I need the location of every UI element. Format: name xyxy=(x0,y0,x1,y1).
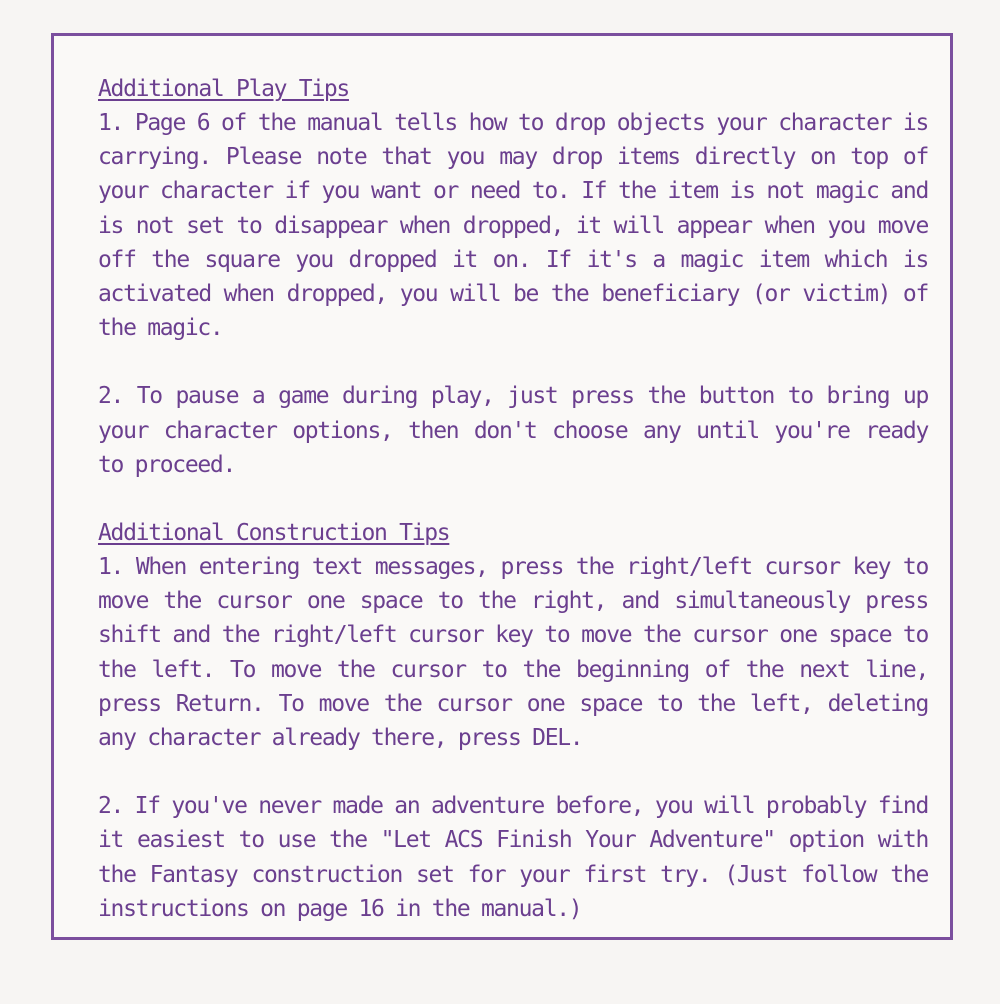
spacer xyxy=(98,482,928,516)
play-tip-1: 1. Page 6 of the manual tells how to drop objects your character is carrying. Please note that you may drop items directly on top of your character if you want or need to. If the item is not magic and is not set to disappear when dropped, it will appear when you move off the square you dropped it on. If it's a magic item which is activated when dropped, you will be the beneficiary (or victim) of the magic. xyxy=(98,110,928,342)
construction-tips-heading: Additional Construction Tips xyxy=(98,520,450,547)
construction-tip-1: 1. When entering text messages, press the right/left cursor key to move the cursor one space to the right, and simultaneously press shift and the right/left cursor key to move the cursor one space to the left. To move the cursor to the beginning of the next line, press Return. To move the cursor one space to the left, deleting any character already there, press DEL. xyxy=(98,554,928,752)
construction-tip-2: 2. If you've never made an adventure before, you will probably find it easiest to use the "Let ACS Finish Your Adventure" option with the Fantasy construction set for your first try. (Just follow the instructions on page 16 in the manual.) xyxy=(98,793,928,922)
spacer xyxy=(98,345,928,379)
play-tip-2: 2. To pause a game during play, just press the button to bring up your character options, then don't choose any until you're ready to proceed. xyxy=(98,383,928,478)
tips-content xyxy=(98,72,928,926)
spacer xyxy=(98,755,928,789)
tips-card-border xyxy=(51,33,953,940)
play-tips-heading: Additional Play Tips xyxy=(98,76,349,102)
